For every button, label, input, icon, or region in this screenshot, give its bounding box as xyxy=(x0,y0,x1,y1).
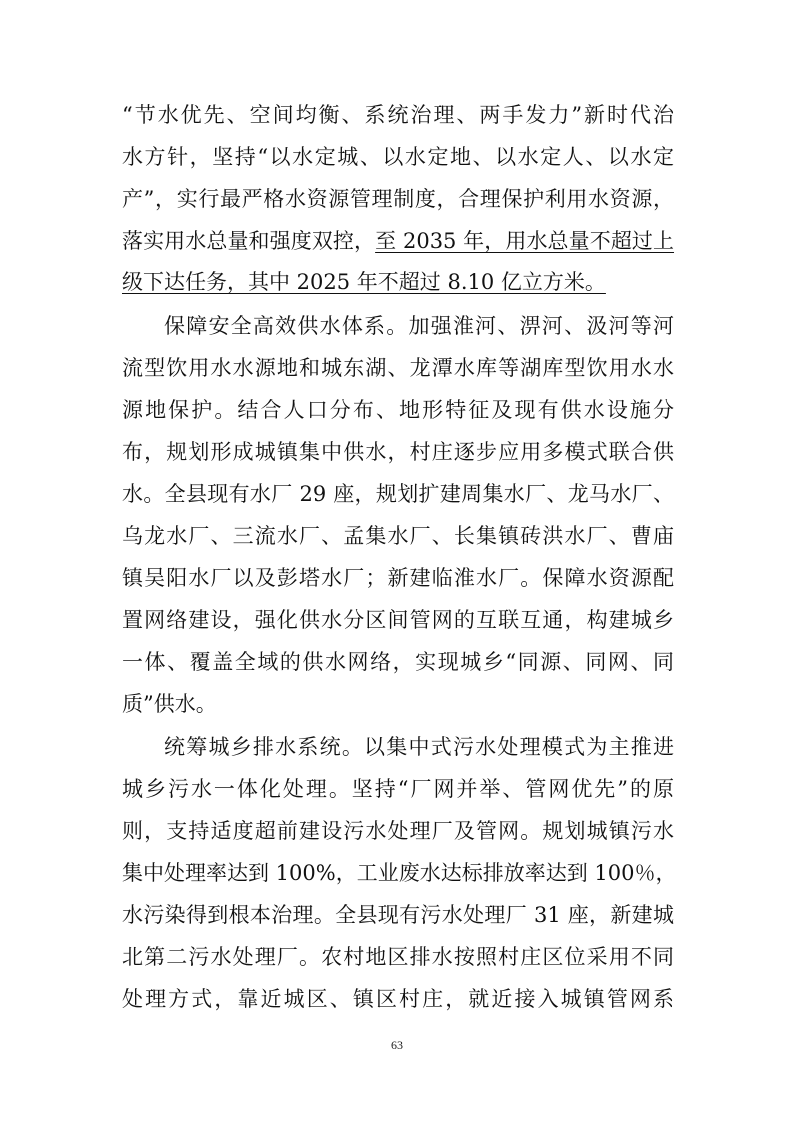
para1-line2: 水方针，坚持“以水定城、以水定地、以水定人、以水定 xyxy=(122,145,674,169)
underlined-target-text-1: 至 2035 年，用水总量不超过上 xyxy=(375,229,675,253)
para2-line2: 流型饮用水水源地和城东湖、龙潭水库等湖库型饮用水水 xyxy=(122,356,674,380)
para3-line6: 北第二污水处理厂。农村地区排水按照村庄区位采用不同 xyxy=(122,945,674,969)
para3-line4: 集中处理率达到 100%，工业废水达标排放率达到 100％， xyxy=(122,861,677,885)
para3-line5: 水污染得到根本治理。全县现有污水处理厂 31 座，新建城 xyxy=(122,903,674,927)
para2-line1: 保障安全高效供水体系。加强淮河、淠河、汲河等河 xyxy=(164,314,674,338)
para2-line10: 质”供水。 xyxy=(122,692,217,716)
para3-line3: 则，支持适度超前建设污水处理厂及管网。规划城镇污水 xyxy=(122,819,674,843)
page-number: 63 xyxy=(391,1038,403,1052)
para2-line9: 一体、覆盖全域的供水网络，实现城乡“同源、同网、同 xyxy=(122,650,674,674)
para2-line8: 置网络建设，强化供水分区间管网的互联互通，构建城乡 xyxy=(122,608,674,632)
para2-line3: 源地保护。结合人口分布、地形特征及现有供水设施分 xyxy=(122,398,674,422)
para2-line7: 镇吴阳水厂以及彭塔水厂；新建临淮水厂。保障水资源配 xyxy=(122,566,674,590)
para2-line4: 布，规划形成城镇集中供水，村庄逐步应用多模式联合供 xyxy=(122,440,674,464)
para1-line3: 产”，实行最严格水资源管理制度，合理保护利用水资源， xyxy=(122,187,674,211)
para1-line4-text: 落实用水总量和强度双控， xyxy=(122,229,376,253)
para3-line1: 统筹城乡排水系统。以集中式污水处理模式为主推进 xyxy=(164,735,674,759)
underlined-target-text-2: 级下达任务，其中 2025 年不超过 8.10 亿立方米。 xyxy=(122,270,606,294)
para3-line7: 处理方式，靠近城区、镇区村庄，就近接入城镇管网系 xyxy=(122,987,674,1011)
para1-line5 xyxy=(122,262,674,302)
para3-line2: 城乡污水一体化处理。坚持“厂网并举、管网优先”的原 xyxy=(122,777,674,801)
para2-line5: 水。全县现有水厂 29 座，规划扩建周集水厂、龙马水厂、 xyxy=(122,482,674,506)
para1-line1: “节水优先、空间均衡、系统治理、两手发力”新时代治 xyxy=(122,103,674,127)
para1-line4 xyxy=(122,221,674,261)
para2-line6: 乌龙水厂、三流水厂、孟集水厂、长集镇砖洪水厂、曹庙 xyxy=(122,524,674,548)
